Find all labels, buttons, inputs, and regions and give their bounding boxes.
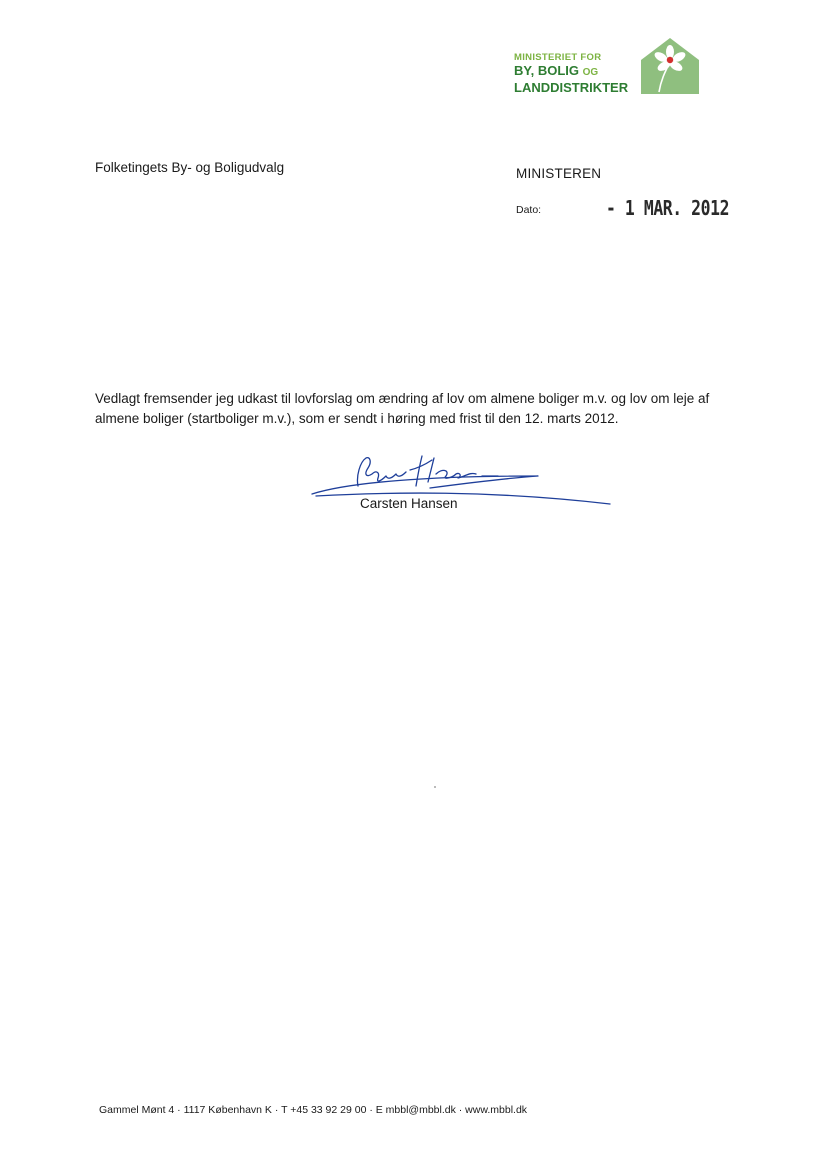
logo-line-2-main: BY, BOLIG (514, 63, 580, 78)
date-label: Dato: (516, 204, 542, 216)
date-stamp: - 1 MAR. 2012 (606, 196, 730, 220)
handwritten-signature (310, 446, 630, 506)
logo-line-2-small: OG (582, 67, 599, 78)
house-flower-icon (639, 36, 701, 94)
ministry-name (514, 52, 644, 95)
footer-contact: Gammel Mønt 4 · 1117 København K · T +45 33 92 29 00 · E mbbl@mbbl.dk · www.mbbl.dk (99, 1104, 528, 1116)
logo-line-3: LANDDISTRIKTER (514, 80, 629, 95)
scan-speck (434, 786, 436, 788)
signer-name: Carsten Hansen (360, 496, 458, 511)
recipient: Folketingets By- og Boligudvalg (95, 160, 285, 175)
ministry-logo (514, 36, 700, 96)
logo-line-1: MINISTERIET FOR (514, 52, 602, 63)
logo-line-2 (514, 63, 644, 80)
sender-title: MINISTEREN (516, 166, 602, 181)
letter-body: Vedlagt fremsender jeg udkast til lovforslag om ændring af lov om almene boliger m.v. og lov om leje af almene boliger (startboliger m.v.), som er sendt i høring med frist til den 12. marts 2012. (95, 391, 710, 426)
